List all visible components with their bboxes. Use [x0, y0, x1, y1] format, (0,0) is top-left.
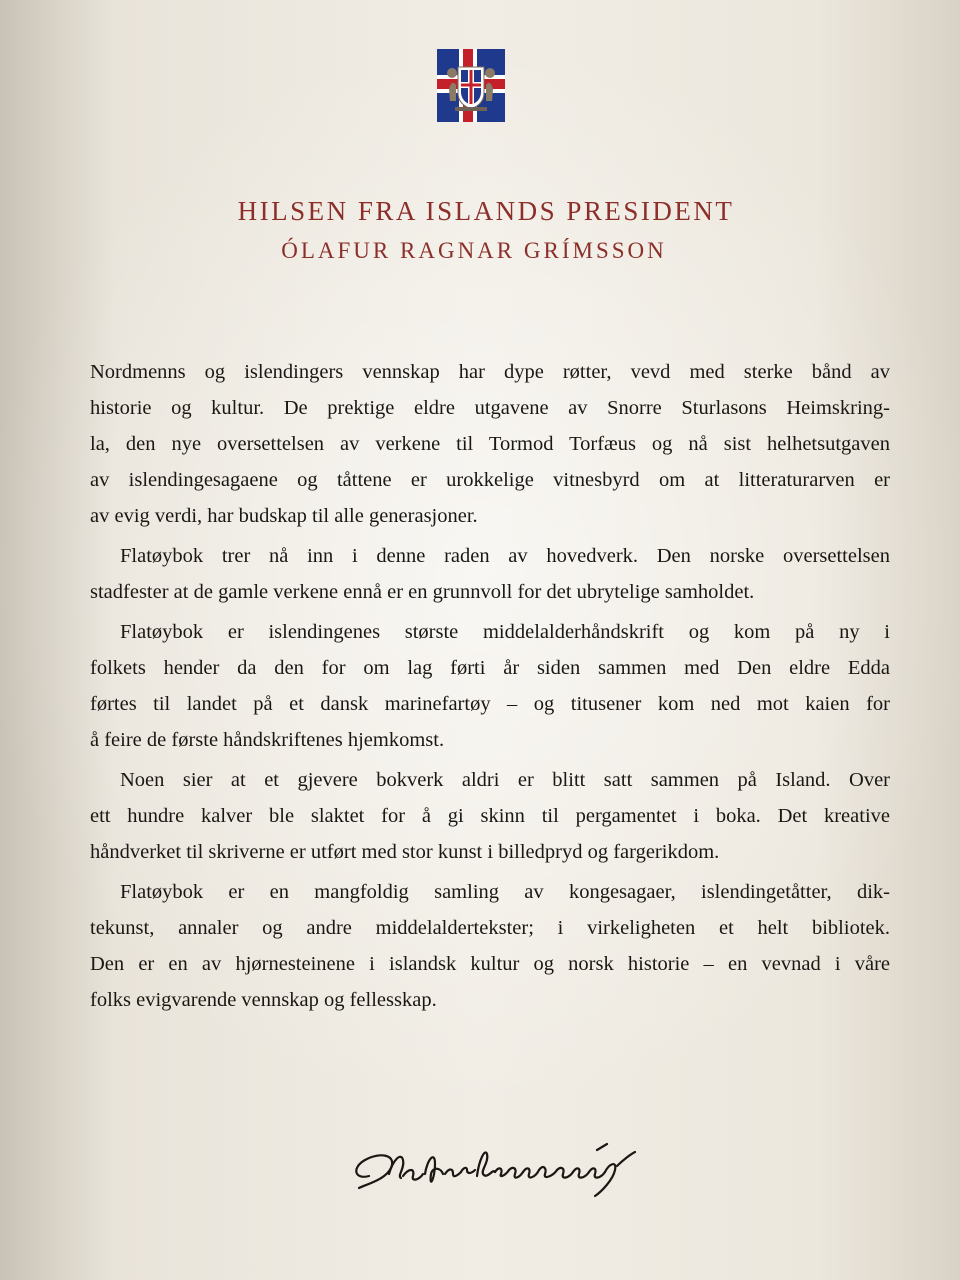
text-line: Nordmenns og islendingers vennskap har dype røtter, vevd med sterke bånd av: [90, 361, 890, 383]
text-line: la, den nye oversettelsen av verkene til Tormod Torfæus og nå sist helhetsutgaven: [90, 433, 890, 455]
paragraph: [90, 354, 890, 534]
text-line: førtes til landet på et dansk marinefartøy – og titusener kom ned mot kaien for: [90, 693, 890, 715]
text-line: tekunst, annaler og andre middelaldertekster; i virkeligheten et helt bibliotek.: [90, 917, 890, 939]
paragraph: [90, 762, 890, 870]
paragraph: [90, 614, 890, 758]
text-line: stadfester at de gamle verkene ennå er en grunnvoll for det ubrytelige samholdet.: [90, 581, 755, 603]
handwritten-signature: [345, 1130, 665, 1200]
text-line: av islendingesagaene og tåttene er urokkelige vitnesbyrd om at litteraturarven er: [90, 469, 890, 491]
text-line: Flatøybok er islendingenes største middelalderhåndskrift og kom på ny i: [120, 621, 890, 643]
text-line: å feire de første håndskriftenes hjemkomst.: [90, 729, 445, 751]
text-line: Flatøybok er en mangfoldig samling av kongesagaer, islendingetåtter, dik-: [120, 881, 890, 903]
text-line: historie og kultur. De prektige eldre utgavene av Snorre Sturlasons Heimskring-: [90, 397, 890, 419]
text-line: Flatøybok trer nå inn i denne raden av hovedverk. Den norske oversettelsen: [120, 545, 890, 567]
iceland-coat-of-arms-icon: [437, 49, 505, 122]
text-line: Den er en av hjørnesteinene i islandsk kultur og norsk historie – en vevnad i våre: [90, 953, 890, 975]
text-line: folks evigvarende vennskap og fellesskap.: [90, 989, 437, 1011]
text-line: Noen sier at et gjevere bokverk aldri er blitt satt sammen på Island. Over: [120, 769, 890, 791]
text-line: håndverket til skriverne er utført med stor kunst i billedpryd og fargerikdom.: [90, 841, 720, 863]
letter-body: [90, 354, 890, 1022]
text-line: folkets hender da den for om lag førti år siden sammen med Den eldre Edda: [90, 657, 890, 679]
text-line: av evig verdi, har budskap til alle generasjoner.: [90, 505, 478, 527]
text-line: ett hundre kalver ble slaktet for å gi skinn til pergamentet i boka. Det kreative: [90, 805, 890, 827]
author-name: ÓLAFUR RAGNAR GRÍMSSON: [281, 238, 667, 263]
page-title: HILSEN FRA ISLANDS PRESIDENT: [237, 196, 735, 226]
paragraph: [90, 874, 890, 1018]
paragraph: [90, 538, 890, 610]
